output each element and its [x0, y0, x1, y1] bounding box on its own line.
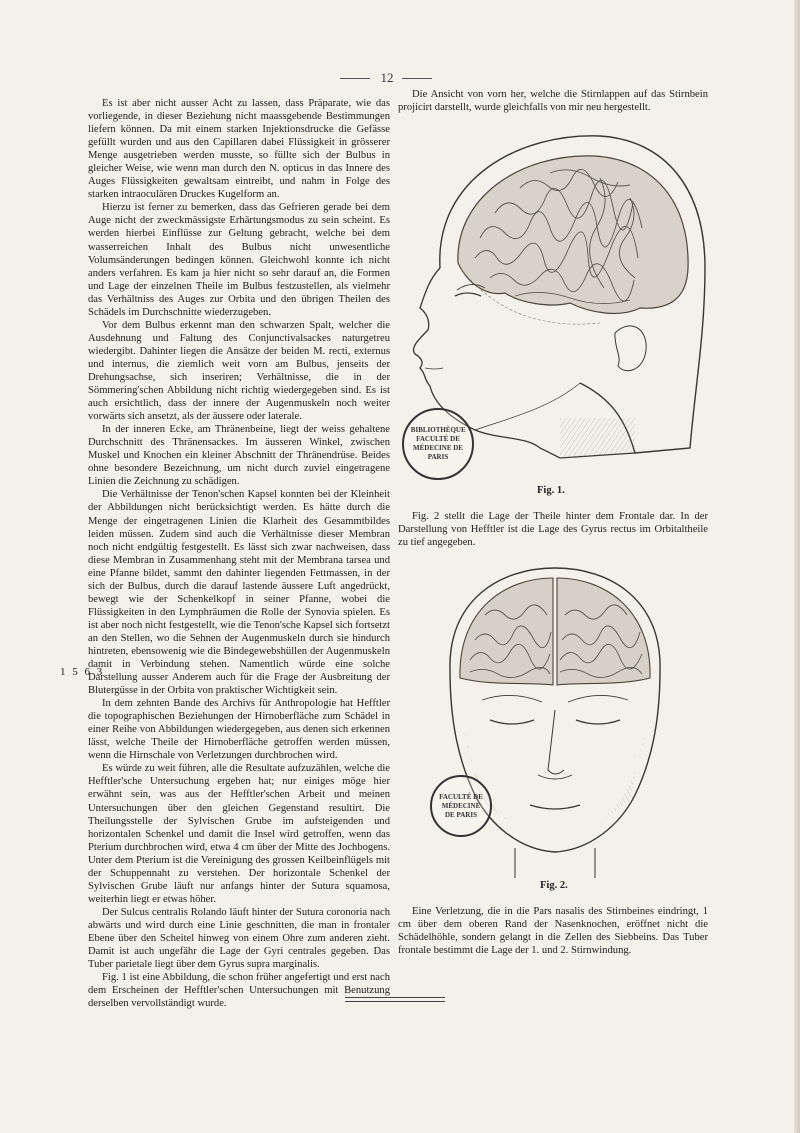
paragraph: Der Sulcus centralis Rolando läuft hinter der Sutura coronoria nach abwärts und wird durch eine Linie geschnitten, die man in frontaler Ebene über den Scheitel hinweg von einem Ohre zum anderen zieht. Damit ist auch ungefähr die Lage der Gyri centrales gegeben. Das Tuber parietale liegt über dem Gyrus supra marginalis. — [88, 906, 390, 971]
paragraph: Eine Verletzung, die in die Pars nasalis des Stirnbeines eindringt, 1 cm über dem oberen Rand der Nasenknochen, eröffnet nicht die Schädelhöhle, sondern gelangt in die Zellen des Siebbeins. Das Tuber frontale bestimmt die Lage der 1. und 2. Stirnwindung. — [398, 906, 708, 957]
figure-1-caption: Fig. 1. — [537, 485, 565, 496]
bottom-rule — [345, 997, 445, 1002]
figure-1-lateral-head — [400, 118, 710, 483]
stamp-text: FACULTÉ DE MÉDECINE DE PARIS — [439, 792, 483, 819]
right-column-fig2-description — [398, 510, 708, 549]
right-column-closing — [398, 905, 708, 957]
paragraph: In der inneren Ecke, am Thränenbeine, liegt der weiss gehaltene Durchschnitt des Thränensackes. Im äusseren Winkel, zwischen Muskel und Knochen ein kleiner Abschnitt der Thränendrüse. Beides ohne besondere Bezeichnung, um nicht durch zuviel eingetragene Linien die Zeichnung zu schädigen. — [88, 424, 390, 488]
library-stamp — [430, 775, 492, 837]
paragraph: In dem zehnten Bande des Archivs für Anthropologie hat Hefftler die topographischen Beziehungen der Hirnoberfläche zum Schädel in einer Reihe von Abbildungen wiedergegeben, aus denen sich erkennen lässt, welche Theile der Hirnoberfläche getroffen werden müssen, wenn die Hirnschale von Verletzungen durchbrochen wird. — [88, 698, 390, 762]
figure-2-caption: Fig. 2. — [540, 880, 568, 891]
left-column — [88, 97, 390, 1010]
paragraph: Es würde zu weit führen, alle die Resultate aufzuzählen, welche die Hefftler'sche Untersuchung ergeben hat; nur einiges möge hier erwähnt sein, was aus der Hefftler'schen Arbeit und meinen Untersuchungen über den gleichen Gegenstand resultirt. Die Theilungsstelle der Sylvischen Grube im aufsteigenden und horizontalen Schenkel und damit die Insel wird getroffen, wenn das Pterium durchbrochen wird, etwa 4 cm über der Mitte des Jochbogens. Unter dem Pterium ist die Vereinigung des grossen Keilbeinflügels mit der Schuppennaht zu verstehen. Der horizontale Schenkel der Sylvischen Grube läuft nur anfangs hinter der Sutura squamosa, weiterhin liegt er etwas höher. — [88, 763, 390, 905]
header-rule-right — [402, 78, 432, 79]
paragraph: Die Ansicht von vorn her, welche die Stirnlappen auf das Stirnbein projicirt darstellt, wurde gleichfalls von mir neu hergestellt. — [398, 89, 708, 114]
stamp-text: BIBLIOTHÈQUE FACULTÉ DE MÉDECINE DE PARIS — [410, 426, 466, 461]
page-number: 12 — [380, 70, 394, 85]
margin-handwritten-note: 1 5 6 3 — [60, 666, 105, 678]
figure-2-frontal-head — [420, 560, 690, 878]
header-rule-left — [340, 78, 370, 79]
paragraph: Es ist aber nicht ausser Acht zu lassen, dass Präparate, wie das vorliegende, in dieser Beziehung nicht maassgebende Bestimmungen liefern können. Da mit einem starken Injektionsdrucke die Gefässe gefüllt wurden und aus den Capillaren dabei Flüssigkeit in grösserer Menge ausgetrieben werden musste, so füllte sich der Bulbus in gleicher Weise, wie wenn man durch den N. opticus in das Innere des Auges Flüssigkeiten gewaltsam eintreibt, und nahm in Folge des starken intraoculären Druckes Kugelform an. — [88, 98, 390, 201]
paragraph: Fig. 1 ist eine Abbildung, die schon früher angefertigt und erst nach dem Erscheinen der Hefftler'schen Untersuchungen mit Benutzung derselben vervollständigt wurde. — [88, 972, 390, 1010]
right-column-intro — [398, 88, 708, 114]
paragraph: Fig. 2 stellt die Lage der Theile hinter dem Frontale dar. In der Darstellung von Hefftler ist die Lage des Gyrus rectus im Orbitaltheile zu tief angegeben. — [398, 511, 708, 549]
paragraph: Die Verhältnisse der Tenon'schen Kapsel konnten bei der Kleinheit der Abbildungen nicht berücksichtigt werden. Es hätte durch die Menge der eingetragenen Linien die Klarheit des Gesammtbildes leiden müssen. Zudem sind auch die Verhältnisse dieser Membran noch nicht endgültig festgestellt. Es lässt sich zwar nachweisen, dass diese Membran in Zusammenhang steht mit der Membrana tarsea und eine Pfanne bildet, sammt den dahinter liegenden Fettmassen, in der sich der Bulbus, durch die darauf lastende äussere Luft angedrückt, bewegt wie der Schenkelkopf in seiner Pfanne, wobei die Flüssigkeiten in den Lymphräumen die Rolle der Synovia spielen. Es ist aber noch nicht festgestellt, wie die Tenon'sche Kapsel sich fortsetzt an den Stellen, wo die Sehnen der Augenmuskeln durch sie hindurch hintreten, ebensowenig wie die Bindegewebshüllen der Augenmuskeln damit in Verbindung stehen. Namentlich würde eine solche Darstellung ausser Anderem auch für die Frage der Ausbreitung der Blutergüsse in der Orbita von praktischer Wichtigkeit sein. — [88, 489, 390, 697]
paragraph: Hierzu ist ferner zu bemerken, dass das Gefrieren gerade bei dem Auge nicht der zweckmässigste Erhärtungsmodus zu sein scheint. Es werden hierbei Einflüsse zur Geltung gebracht, welche bei dem wasserreichen Inhalt des Bulbus nicht unwesentliche Volumsänderungen bedingen können. Gleichwohl konnte ich nicht anders verfahren. Es kam ja hier nicht so sehr darauf an, die Formen und Lage der einzelnen Theile im Bulbus festzustellen, als vielmehr das Verhältniss des Auges zur Orbita und den übrigen Theilen des Schädels im Durchschnitte wiederzugeben. — [88, 202, 390, 318]
page-edge — [794, 0, 800, 1133]
library-stamp — [402, 408, 474, 480]
paragraph: Vor dem Bulbus erkennt man den schwarzen Spalt, welcher die Ausdehnung und Faltung des Conjunctivalsackes naturgetreu wiedergibt. Dahinter liegen die Ansätze der beiden M. recti, externus und internus, die ziemlich weit vorn am Bulbus, jenseits der Drehungsachse, sich inseriren; Verhältnisse, die in der Sömmering'schen Abbildung nicht richtig wiedergegeben sind. Es ist auch ersichtlich, dass der innere der Augenmuskeln noch weiter vorwärts sich ansetzt, als der äussere oder laterale. — [88, 319, 390, 423]
